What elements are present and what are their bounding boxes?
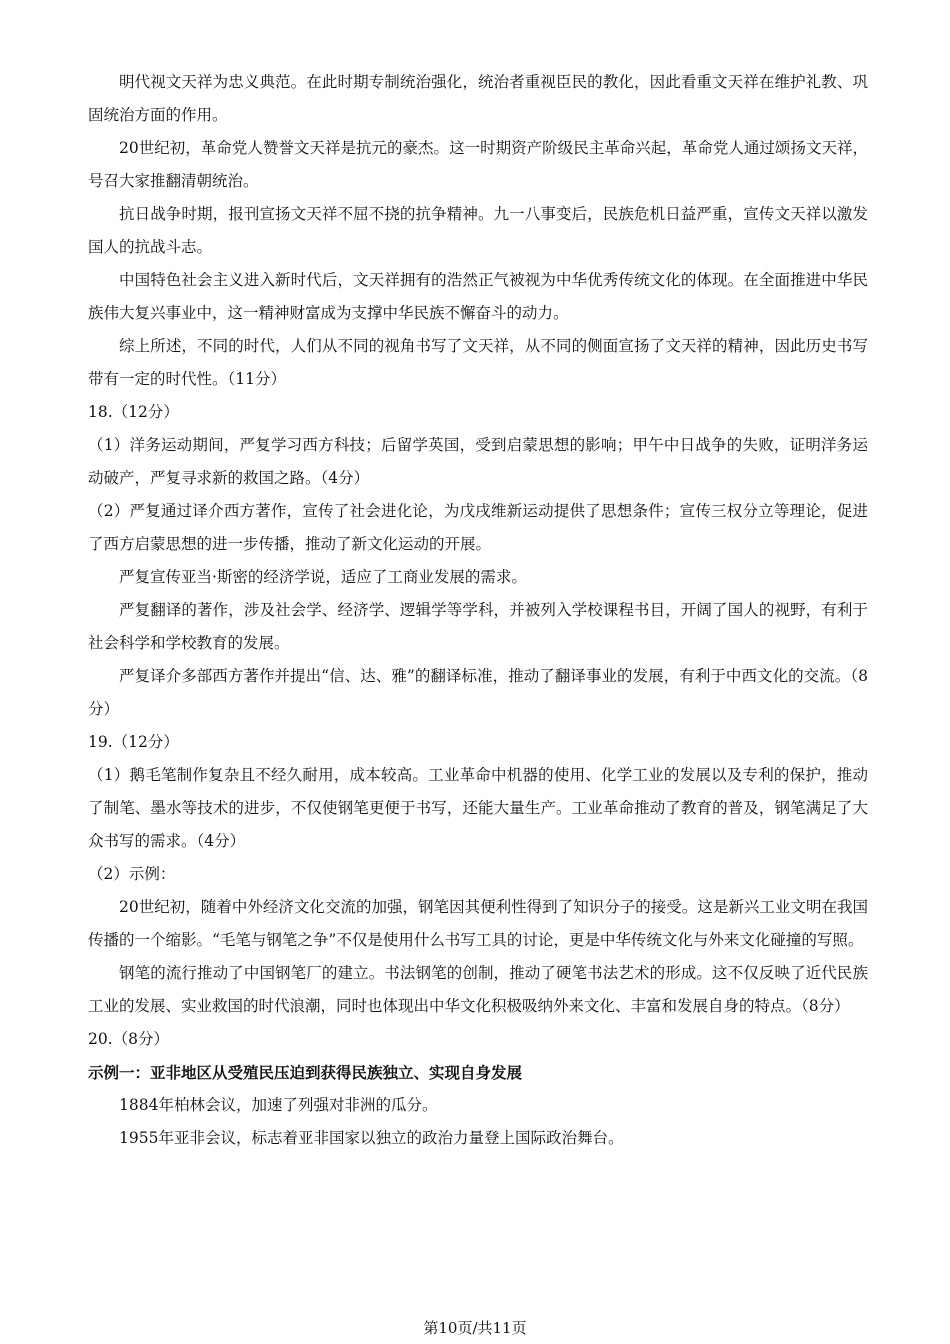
paragraph-new-era: 中国特色社会主义进入新时代后，文天祥拥有的浩然正气被视为中华优秀传统文化的体现。在全面推进中华民族伟大复兴事业中，这一精神财富成为支撑中华民族不懈奋斗的动力。: [88, 271, 868, 322]
question-19-heading: 19.（12分）: [88, 733, 179, 751]
paragraph-summary-17: 综上所述，不同的时代，人们从不同的视角书写了文天祥，从不同的侧面宣扬了文天祥的精神，因此历史书写带有一定的时代性。（11分）: [88, 337, 868, 388]
paragraph-early-20th-century: 20世纪初，革命党人赞誉文天祥是抗元的豪杰。这一时期资产阶级民主革命兴起，革命党人通过颂扬文天祥，号召大家推翻清朝统治。: [88, 139, 868, 190]
paragraph-translation-standard: 严复译介多部西方著作并提出“信、达、雅”的翻译标准，推动了翻译事业的发展，有利于中西文化的交流。（8分）: [88, 667, 868, 718]
question-19-part-2-label: （2）示例：: [88, 865, 176, 883]
page-number-footer: 第10页/共11页: [423, 1319, 527, 1337]
question-20-heading: 20.（8分）: [88, 1030, 170, 1048]
question-19-part-1: （1）鹅毛笔制作复杂且不经久耐用，成本较高。工业革命中机器的使用、化学工业的发展以及专利的保护，推动了制笔、墨水等技术的进步，不仅使钢笔更便于书写，还能大量生产。工业革命推动了教育的普及，钢笔满足了大众书写的需求。（4分）: [88, 766, 868, 850]
paragraph-fountain-pen-acceptance: 20世纪初，随着中外经济文化交流的加强，钢笔因其便利性得到了知识分子的接受。这是新兴工业文明在我国传播的一个缩影。“毛笔与钢笔之争”不仅是使用什么书写工具的讨论，更是中华传统文化与外来文化碰撞的写照。: [88, 898, 868, 949]
question-18-heading: 18.（12分）: [88, 403, 179, 421]
paragraph-pen-factory: 钢笔的流行推动了中国钢笔厂的建立。书法钢笔的创制，推动了硬笔书法艺术的形成。这不仅反映了近代民族工业的发展、实业救国的时代浪潮，同时也体现出中华文化积极吸纳外来文化、丰富和发展自身的特点。（8分）: [88, 964, 868, 1015]
paragraph-adam-smith: 严复宣传亚当·斯密的经济学说，适应了工商业发展的需求。: [119, 568, 527, 586]
paragraph-berlin-conference: 1884年柏林会议，加速了列强对非洲的瓜分。: [119, 1096, 438, 1114]
paragraph-bandung-conference: 1955年亚非会议，标志着亚非国家以独立的政治力量登上国际政治舞台。: [119, 1129, 624, 1147]
answer-body: [88, 66, 868, 1155]
paragraph-translated-works: 严复翻译的著作，涉及社会学、经济学、逻辑学等学科，并被列入学校课程书目，开阔了国人的视野，有利于社会科学和学校教育的发展。: [88, 601, 868, 652]
paragraph-ming-dynasty: 明代视文天祥为忠义典范。在此时期专制统治强化，统治者重视臣民的教化，因此看重文天祥在维护礼教、巩固统治方面的作用。: [88, 73, 868, 124]
example-one-title: 示例一：亚非地区从受殖民压迫到获得民族独立、实现自身发展: [88, 1063, 523, 1082]
paragraph-anti-japanese-war: 抗日战争时期，报刊宣扬文天祥不屈不挠的抗争精神。九一八事变后，民族危机日益严重，宣传文天祥以激发国人的抗战斗志。: [88, 205, 868, 256]
question-18-part-2: （2）严复通过译介西方著作，宣传了社会进化论，为戊戌维新运动提供了思想条件；宣传三权分立等理论，促进了西方启蒙思想的进一步传播，推动了新文化运动的开展。: [88, 502, 868, 553]
question-18-part-1: （1）洋务运动期间，严复学习西方科技；后留学英国，受到启蒙思想的影响；甲午中日战争的失败，证明洋务运动破产，严复寻求新的救国之路。（4分）: [88, 436, 868, 487]
